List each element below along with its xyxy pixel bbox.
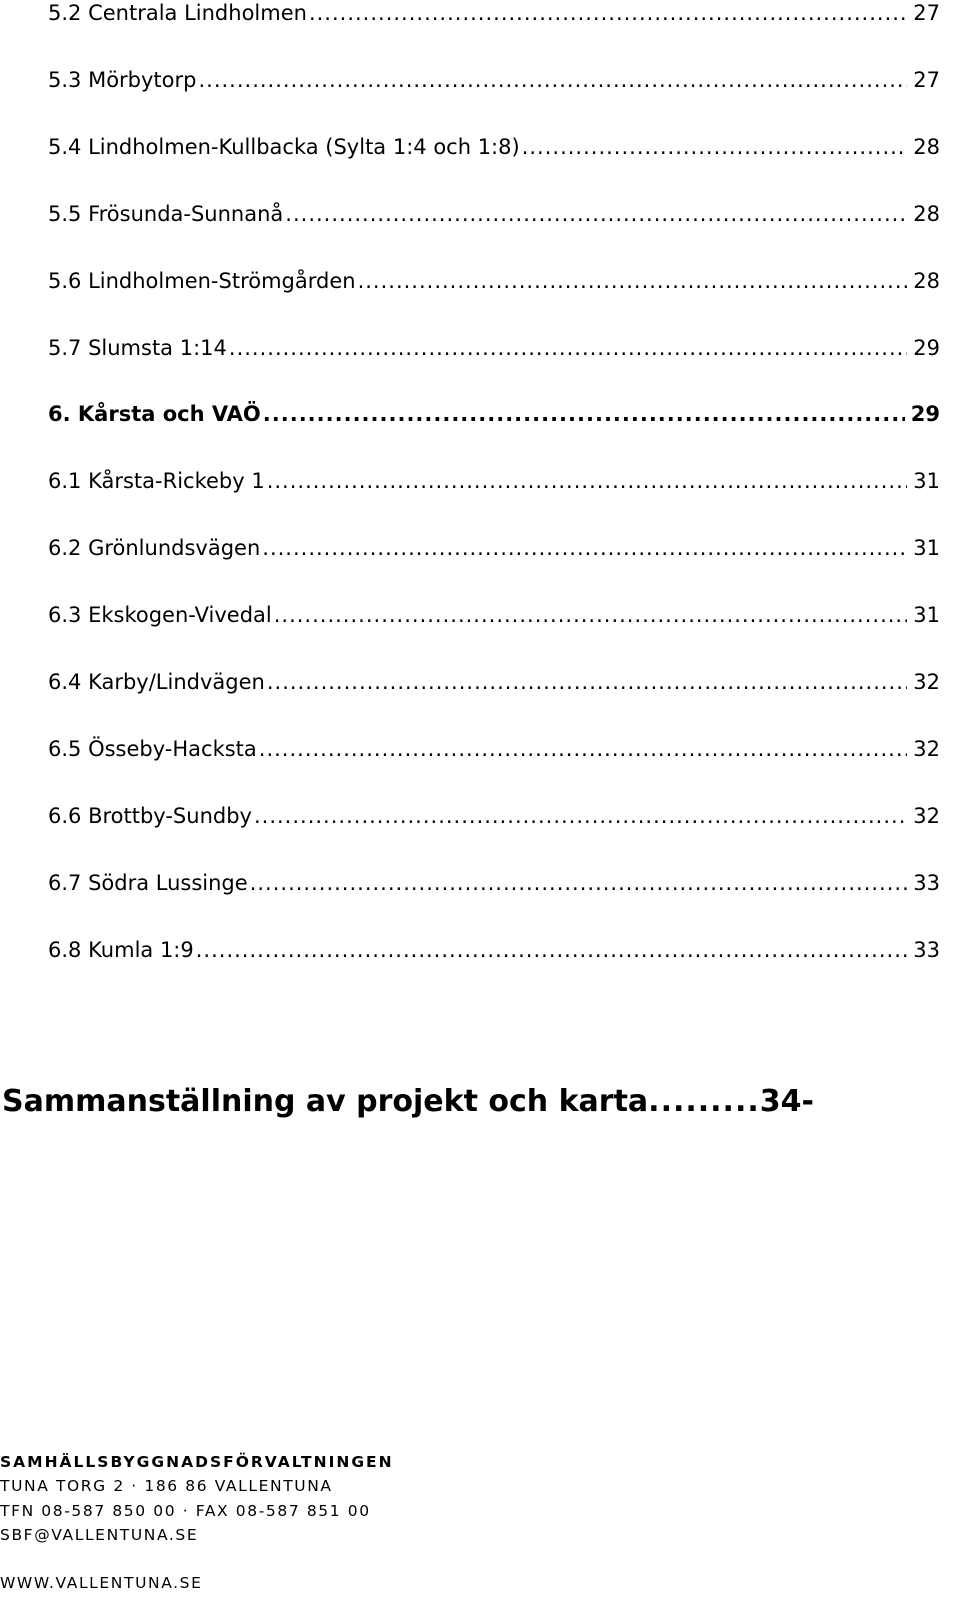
toc-entry[interactable] <box>48 333 940 363</box>
toc-entry-label: 6.3 Ekskogen-Vivedal <box>48 603 272 627</box>
dot-leader <box>267 667 907 697</box>
toc-summary-page: 34- <box>759 1084 814 1119</box>
toc-page-number: 32 <box>913 737 940 761</box>
dot-leader <box>309 0 907 28</box>
dot-leader <box>229 333 907 363</box>
toc-entry[interactable] <box>48 801 940 831</box>
toc-entry[interactable] <box>48 533 940 563</box>
toc-entry-label: 6. Kårsta och VAÖ <box>48 402 261 426</box>
toc-page-number: 27 <box>913 68 940 92</box>
toc-page-number: 28 <box>913 135 940 159</box>
footer-organization: SAMHÄLLSBYGGNADSFÖRVALTNINGEN <box>0 1453 394 1471</box>
toc-entry-label: 6.5 Össeby-Hacksta <box>48 737 257 761</box>
toc-entry-label: 6.7 Södra Lussinge <box>48 871 248 895</box>
dot-leader <box>267 466 908 496</box>
toc-page-number: 33 <box>913 871 940 895</box>
toc-entry[interactable] <box>48 466 940 496</box>
toc-summary-label: Sammanställning av projekt och karta <box>2 1084 649 1119</box>
dot-leader <box>274 600 908 630</box>
toc-page-number: 32 <box>913 804 940 828</box>
toc-page-number: 28 <box>913 269 940 293</box>
toc-page-number: 33 <box>913 938 940 962</box>
toc-entry-label: 5.2 Centrala Lindholmen <box>48 1 307 25</box>
toc-entry-label: 5.6 Lindholmen-Strömgården <box>48 269 356 293</box>
footer-email[interactable] <box>0 1525 198 1545</box>
dot-leader <box>358 266 908 296</box>
toc-page-number: 31 <box>913 536 940 560</box>
dot-leader <box>196 935 908 965</box>
dot-leader <box>254 801 907 831</box>
toc-page-number: 28 <box>913 202 940 226</box>
toc-page-number: 32 <box>913 670 940 694</box>
toc-entry-label: 5.5 Frösunda-Sunnanå <box>48 202 284 226</box>
dot-leader <box>250 868 908 898</box>
dot-leader <box>263 399 905 429</box>
toc-entry[interactable] <box>48 600 940 630</box>
toc-entry-label: 5.3 Mörbytorp <box>48 68 197 92</box>
toc-entry[interactable] <box>48 734 940 764</box>
toc-page-number: 27 <box>913 1 940 25</box>
toc-entry-label: 6.1 Kårsta-Rickeby 1 <box>48 469 265 493</box>
toc-page-number: 29 <box>913 336 940 360</box>
toc-entry[interactable] <box>48 0 940 28</box>
email-link[interactable]: SBF@VALLENTUNA.SE <box>0 1526 199 1544</box>
toc-page-number: 31 <box>913 603 940 627</box>
toc-entry-label: 5.7 Slumsta 1:14 <box>48 336 227 360</box>
toc-entry[interactable] <box>48 935 940 965</box>
toc-chapter-entry[interactable] <box>48 399 940 429</box>
toc-entry-label: 6.2 Grönlundsvägen <box>48 536 261 560</box>
toc-entry[interactable] <box>48 132 940 162</box>
dot-leader <box>285 199 907 229</box>
toc-entry[interactable] <box>48 199 940 229</box>
dot-leader <box>522 132 908 162</box>
toc-entry-label: 5.4 Lindholmen-Kullbacka (Sylta 1:4 och 1:8) <box>48 135 520 159</box>
toc-page-number: 31 <box>913 469 940 493</box>
dot-leader <box>198 65 907 95</box>
toc-page-number: 29 <box>910 402 940 426</box>
dot-leader <box>648 1080 760 1124</box>
toc-entry-label: 6.6 Brottby-Sundby <box>48 804 252 828</box>
toc-summary-entry[interactable] <box>2 1080 942 1124</box>
dot-leader <box>259 734 907 764</box>
toc-entry[interactable] <box>48 868 940 898</box>
toc-entry[interactable] <box>48 667 940 697</box>
footer-phone-fax: TFN 08-587 850 00 · FAX 08-587 851 00 <box>0 1502 371 1520</box>
footer-website[interactable] <box>0 1573 203 1593</box>
toc-entry[interactable] <box>48 65 940 95</box>
toc-entry-label: 6.8 Kumla 1:9 <box>48 938 194 962</box>
toc-entry[interactable] <box>48 266 940 296</box>
toc-entry-label: 6.4 Karby/Lindvägen <box>48 670 265 694</box>
footer-address: TUNA TORG 2 · 186 86 VALLENTUNA <box>0 1477 333 1495</box>
dot-leader <box>262 533 907 563</box>
website-link[interactable]: WWW.VALLENTUNA.SE <box>0 1574 203 1592</box>
